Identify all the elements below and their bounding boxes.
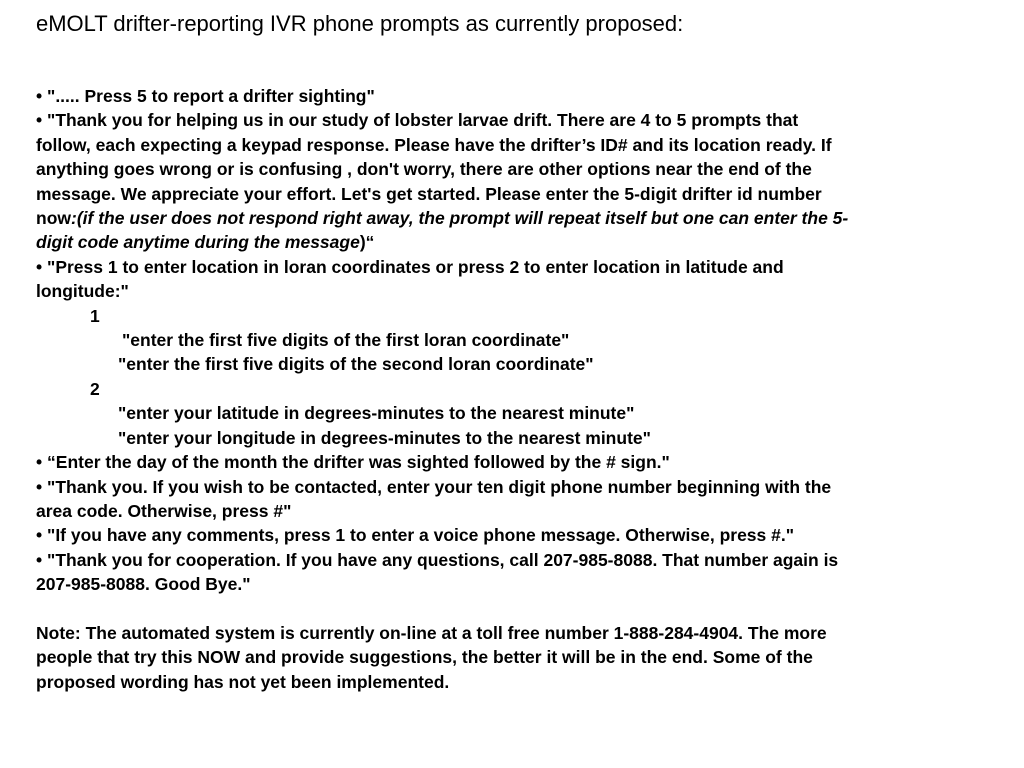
prompt-line: follow, each expecting a keypad response. Please have the drifter’s ID# and its location ready. If	[36, 134, 832, 155]
prompt-line: • "Thank you for cooperation. If you have any questions, call 207-985-8088. That number again is	[36, 549, 839, 570]
spacer	[36, 597, 966, 621]
prompt-line: • "Press 1 to enter location in loran coordinates or press 2 to enter location in latitude and	[36, 256, 784, 277]
prompt-line: 207-985-8088. Good Bye."	[36, 574, 251, 595]
option-number: 1	[90, 305, 100, 326]
italic-note: :(if the user does not respond right away, the prompt will repeat itself but one can enter the 5-	[71, 208, 849, 229]
sub-prompt: "enter your longitude in degrees-minutes to the nearest minute"	[118, 427, 651, 448]
prompt-line: • "..... Press 5 to report a drifter sighting"	[36, 86, 375, 106]
bullet: •	[36, 256, 43, 277]
prompt-line: • “Enter the day of the month the drifter was sighted followed by the # sign."	[36, 452, 670, 473]
prompt-line: • "Thank you. If you wish to be contacted, enter your ten digit phone number beginning with the	[36, 476, 832, 497]
prompt-line: message. We appreciate your effort. Let's get started. Please enter the 5-digit drifter id number	[36, 183, 822, 204]
prompt-list	[36, 84, 966, 694]
note-line: people that try this NOW and provide suggestions, the better it will be in the end. Some of the	[36, 647, 813, 668]
option-number: 2	[90, 378, 100, 399]
prompt-line: • "If you have any comments, press 1 to enter a voice phone message. Otherwise, press #."	[36, 525, 795, 546]
prompt-line: area code. Otherwise, press #"	[36, 500, 292, 521]
prompt-line: now:(if the user does not respond right away, the prompt will repeat itself but one can enter the 5-	[36, 208, 849, 229]
bullet: •	[36, 86, 43, 106]
bullet: •	[36, 110, 43, 131]
bullet: •	[36, 549, 43, 570]
italic-note: digit code anytime during the message	[36, 232, 360, 253]
prompt-line: longitude:"	[36, 281, 129, 302]
prompt-line: digit code anytime during the message)“	[36, 232, 375, 253]
bullet: •	[36, 525, 43, 546]
bullet: •	[36, 452, 43, 473]
bullet: •	[36, 476, 43, 497]
prompt-line: anything goes wrong or is confusing , don't worry, there are other options near the end of the	[36, 159, 812, 180]
page-title: eMOLT drifter-reporting IVR phone prompts as currently proposed:	[36, 11, 684, 36]
note-line: proposed wording has not yet been implemented.	[36, 671, 450, 692]
note-line: Note: The automated system is currently on-line at a toll free number 1-888-284-4904. The more	[36, 622, 827, 643]
sub-prompt: "enter the first five digits of the second loran coordinate"	[118, 354, 594, 375]
prompt-line: • "Thank you for helping us in our study of lobster larvae drift. There are 4 to 5 prompts that	[36, 110, 799, 131]
sub-prompt: "enter the first five digits of the first loran coordinate"	[122, 330, 570, 351]
sub-prompt: "enter your latitude in degrees-minutes to the nearest minute"	[118, 403, 635, 424]
